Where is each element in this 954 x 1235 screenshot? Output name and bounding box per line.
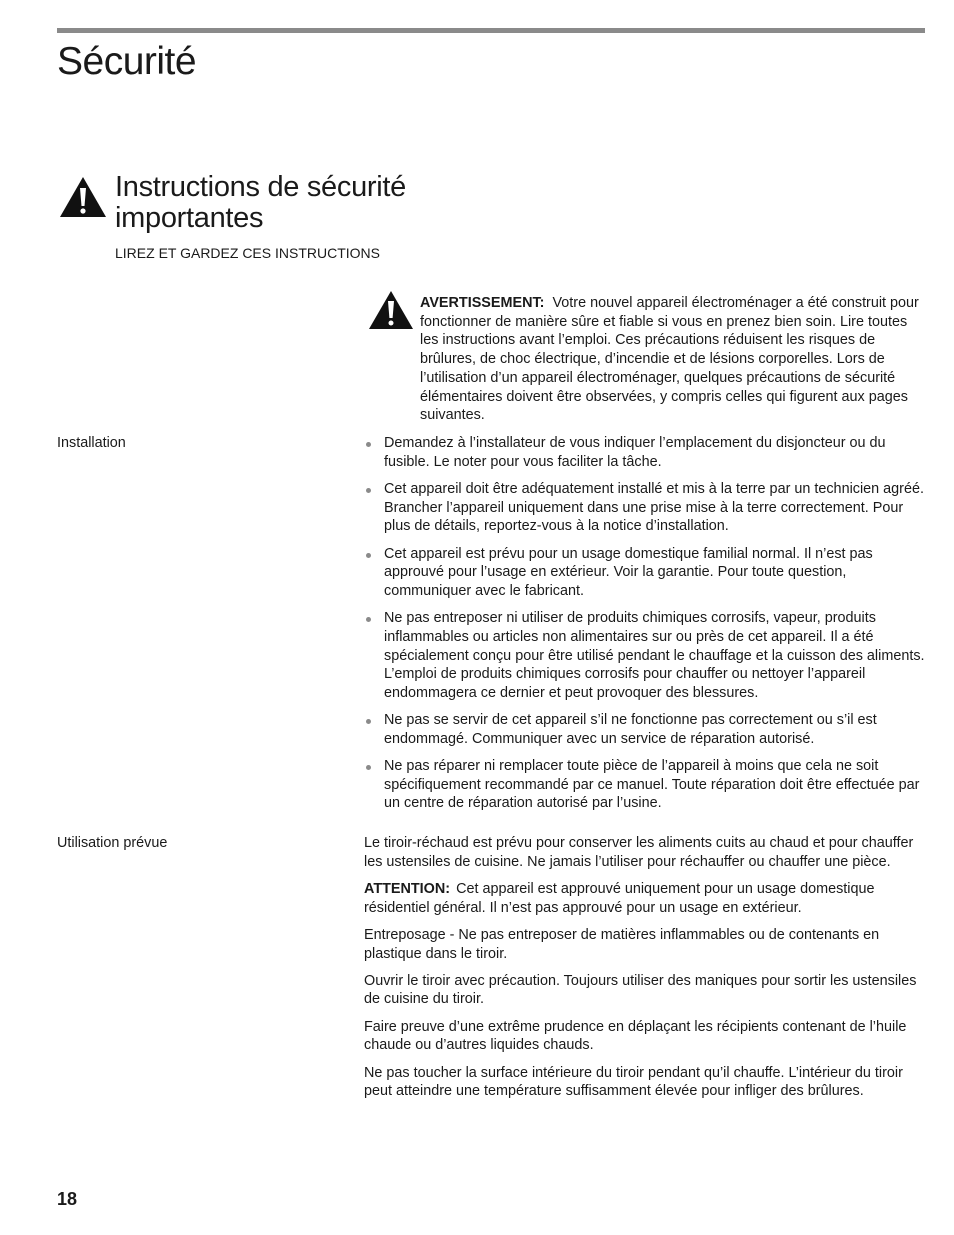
usage-paragraph: Ouvrir le tiroir avec précaution. Toujours utiliser des maniques pour sortir les ustensiles de cuisine du tiroir. bbox=[364, 972, 917, 1008]
usage-section bbox=[364, 834, 926, 1109]
list-item: Cet appareil est prévu pour un usage domestique familial normal. Il n’est pas approuvé pour l’usage en extérieur. Voir la garantie. Pour toute question, communiquer avec le fabricant. bbox=[364, 545, 926, 601]
warning-label: AVERTISSEMENT: bbox=[420, 295, 545, 311]
attention-text: Cet appareil est approuvé uniquement pour un usage domestique résidentiel général. Il n’est pas approuvé pour un usage en extérieur. bbox=[364, 880, 875, 916]
usage-paragraph: Faire preuve d’une extrême prudence en déplaçant les récipients contenant de l’huile chaude ou d’autres liquides chauds. bbox=[364, 1018, 907, 1054]
list-item: Ne pas réparer ni remplacer toute pièce de l’appareil à moins que cela ne soit spécifiquement recommandé par ce manuel. Toute réparation doit être effectuée par un centre de réparation autorisé par l’usine. bbox=[364, 757, 926, 813]
installation-list bbox=[364, 434, 926, 822]
list-item: Cet appareil doit être adéquatement installé et mis à la terre par un technicien agréé. Brancher l’appareil uniquement dans une prise mise à la terre correctement. Pour plus de détails, reportez-vous à la notice d’installation. bbox=[364, 480, 926, 536]
installation-label: Installation bbox=[57, 435, 126, 451]
usage-label: Utilisation prévue bbox=[57, 835, 168, 851]
list-item: Ne pas se servir de cet appareil s’il ne fonctionne pas correctement ou s’il est endommagé. Communiquer avec un service de réparation autorisé. bbox=[364, 711, 926, 748]
page-number: 18 bbox=[57, 1189, 78, 1209]
page-title: Sécurité bbox=[57, 40, 197, 83]
list-item: Demandez à l’installateur de vous indiquer l’emplacement du disjoncteur ou du fusible. Le noter pour vous faciliter la tâche. bbox=[364, 434, 926, 471]
usage-intro: Le tiroir-réchaud est prévu pour conserver les aliments cuits au chaud et pour chauffer les ustensiles de cuisine. Ne jamais l’utiliser pour réchauffer ou chauffer une pièce. bbox=[364, 835, 914, 870]
section-title-line2: importantes bbox=[115, 202, 264, 234]
warning-triangle-icon bbox=[59, 176, 107, 218]
attention-label: ATTENTION: bbox=[364, 880, 451, 897]
top-rule bbox=[57, 28, 925, 33]
list-item: Ne pas entreposer ni utiliser de produits chimiques corrosifs, vapeur, produits inflammables ou articles non alimentaires sur ou près de cet appareil. Il a été spécialement conçu pour être utilisé pendant le chauffage et la cuisson des aliments. L’emploi de produits chimiques corrosifs pour chauffer ou nettoyer l’appareil endommagera ce dernier et peut provoquer des blessures. bbox=[364, 609, 926, 703]
warning-paragraph bbox=[420, 294, 924, 425]
section-subtitle: LIREZ ET GARDEZ CES INSTRUCTIONS bbox=[115, 245, 380, 261]
usage-paragraph: Entreposage - Ne pas entreposer de matières inflammables ou de contenants en plastique dans le tiroir. bbox=[364, 926, 880, 962]
attention-paragraph bbox=[364, 880, 926, 917]
section-title bbox=[115, 172, 406, 234]
warning-text: Votre nouvel appareil électroménager a été construit pour fonctionner de manière sûre et fiable si vous en prenez bien soin. Lire toutes les instructions avant l’emploi. Ces précautions réduisent les risques de brûlures, de choc électrique, d’incendie et de lésions corporelles. Lors de l’utilisation d’un appareil électroménager, quelques précautions de sécurité élémentaires doivent être observées, y compris celles qui figurent aux pages suivantes. bbox=[420, 295, 919, 424]
warning-triangle-icon bbox=[368, 290, 414, 330]
usage-paragraph: Ne pas toucher la surface intérieure du tiroir pendant qu’il chauffe. L’intérieur du tiroir peut atteindre une température suffisamment élevée pour infliger des brûlures. bbox=[364, 1064, 903, 1100]
section-title-line1: Instructions de sécurité bbox=[115, 171, 406, 203]
